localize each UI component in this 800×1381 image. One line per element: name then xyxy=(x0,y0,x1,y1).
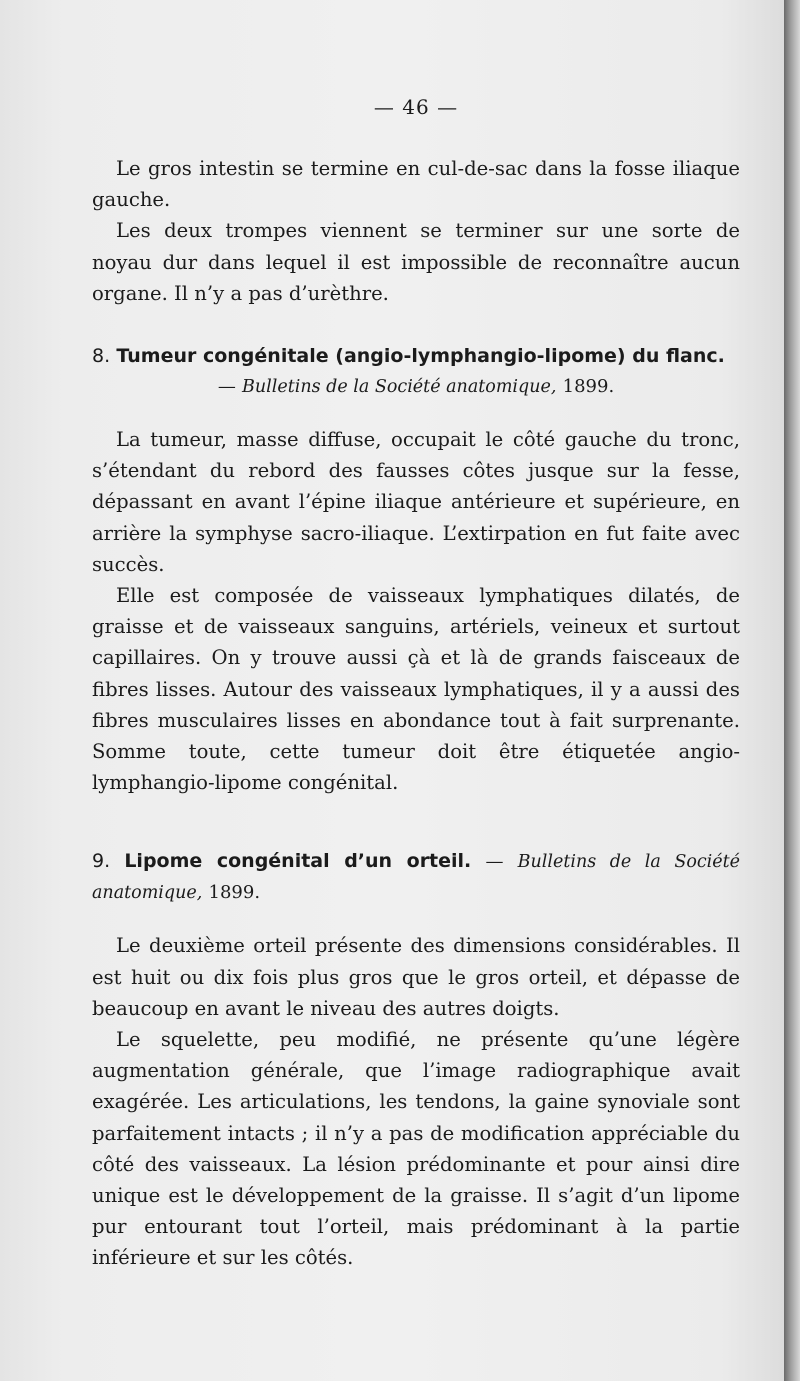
section-title: Tumeur congénitale (angio-lymphangio-lipome) du flanc. xyxy=(116,345,725,368)
paragraph: Elle est composée de vaisseaux lymphatiques dilatés, de graisse et de vaisseaux sanguins, artériels, veineux et surtout capillaires. On y trouve aussi çà et là de grands faisceaux de fibres lisses. Autour des vaisseaux lymphatiques, il y a aussi des fibres musculaires lisses en abondance tout à fait surprenante. Somme toute, cette tumeur doit être étiquetée angio-lymphangio-lipome congénital. xyxy=(92,584,740,795)
paragraph: Le deuxième orteil présente des dimensions considérables. Il est huit ou dix fois plus gros que le gros orteil, et dépasse de beaucoup en avant le niveau des autres doigts. xyxy=(92,934,740,1020)
paragraph: Les deux trompes viennent se terminer sur une sorte de noyau dur dans lequel il est impossible de reconnaître aucun organe. Il n’y a pas d’urèthre. xyxy=(92,219,740,305)
spacer xyxy=(92,309,740,341)
page-text xyxy=(92,92,740,1274)
section-title: Lipome congénital d’un orteil. xyxy=(124,850,472,873)
reference-year: 1899. xyxy=(208,882,261,904)
section-reference-line xyxy=(92,371,740,402)
section-heading-8 xyxy=(92,341,740,402)
paragraph: Le gros intestin se termine en cul-de-sac dans la fosse iliaque gauche. xyxy=(92,157,740,212)
reference-title: Bulletins de la Société anatomique, xyxy=(92,852,741,904)
paragraph: Le squelette, peu modifié, ne présente qu’une légère augmentation générale, que l’image radiographique avait exagérée. Les articulations, les tendons, la gaine synoviale sont parfaitement intacts ; il n’y a pas de modification appréciable du côté des vaisseaux. La lésion prédominante et pour ainsi dire unique est le développement de la graisse. Il s’agit d’un lipome pur entourant tout l’orteil, mais prédominant à la partie inférieure et sur les côtés. xyxy=(92,1028,740,1270)
reference-year: 1899. xyxy=(562,376,615,398)
spacer xyxy=(92,908,740,930)
section-number: 9. xyxy=(92,850,111,873)
section-number: 8. xyxy=(92,345,111,368)
reference-dash: — xyxy=(217,376,236,398)
spacer xyxy=(92,402,740,424)
paragraph: La tumeur, masse diffuse, occupait le côté gauche du tronc, s’étendant du rebord des fausses côtes jusque sur la fesse, dépassant en avant l’épine iliaque antérieure et supérieure, en arrière la symphyse sacro-iliaque. L’extirpation en fut faite avec succès. xyxy=(92,428,740,576)
page-number: — 46 — xyxy=(373,95,459,119)
page-edge-shadow xyxy=(784,0,800,1381)
reference-title: Bulletins de la Société anatomique, xyxy=(242,377,557,398)
section-heading-9 xyxy=(92,846,740,908)
spacer xyxy=(92,798,740,846)
reference-dash: — xyxy=(485,851,504,873)
